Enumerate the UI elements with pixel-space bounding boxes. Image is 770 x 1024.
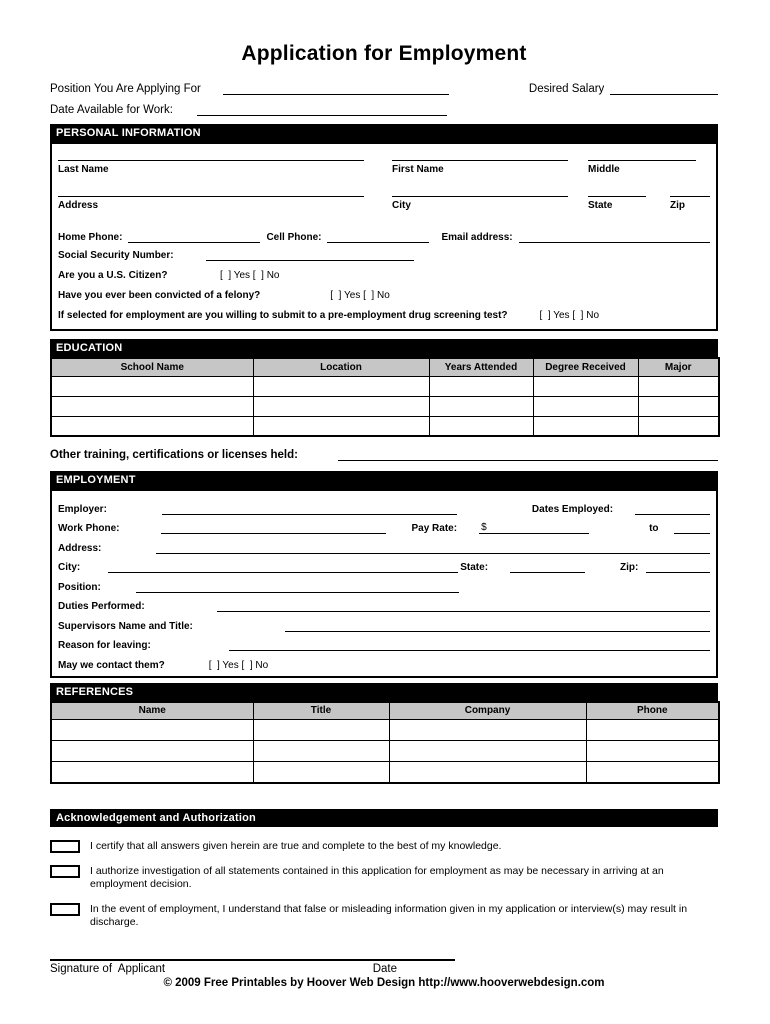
employer-address-label: Address: [58,542,102,554]
dollar-sign: $ [481,522,487,533]
first-name-input[interactable] [392,148,568,161]
employment-header: EMPLOYMENT [50,471,718,489]
education-col-location: Location [253,358,429,376]
zip-input[interactable] [670,184,710,197]
email-label: Email address: [441,232,513,243]
authorize-checkbox[interactable] [50,865,80,878]
references-cell[interactable] [253,720,389,741]
drug-test-yes-no-checkboxes[interactable]: [ ] Yes [ ] No [539,310,600,321]
supervisor-row [58,612,710,632]
citizen-yes-no-checkboxes[interactable]: [ ] Yes [ ] No [220,270,280,281]
employer-input[interactable] [162,503,457,515]
employer-zip-input[interactable] [646,561,710,573]
signature-area [50,959,718,989]
references-cell[interactable] [389,762,586,783]
references-cell[interactable] [253,762,389,783]
references-col-phone: Phone [586,702,719,720]
ssn-label: Social Security Number: [58,250,174,261]
duties-label: Duties Performed: [58,601,145,612]
education-header-row [51,358,719,376]
education-cell[interactable] [253,396,429,416]
discharge-checkbox[interactable] [50,903,80,916]
employer-city-row [58,554,710,574]
dates-employed-from-input[interactable] [635,503,710,515]
position-salary-row [50,82,718,95]
drug-test-question-label: If selected for employment are you willing to submit to a pre-employment drug screening test? [58,310,508,321]
references-cell[interactable] [586,741,719,762]
authorize-statement: I authorize investigation of all statements contained in this application for employment as may be necessary in arriving at an employment decision. [90,864,664,890]
last-name-field [58,148,364,175]
employer-state-input[interactable] [510,561,585,573]
education-col-degree-received: Degree Received [533,358,638,376]
form-page [50,0,718,989]
references-table [50,701,720,784]
certify-statement: I certify that all answers given herein are true and complete to the best of my knowledge. [90,839,502,852]
education-cell[interactable] [253,376,429,396]
references-cell[interactable] [51,762,253,783]
last-name-input[interactable] [58,148,364,161]
date-label: Date [372,962,397,975]
references-cell[interactable] [253,741,389,762]
education-table [50,357,720,437]
employer-zip-label: Zip: [620,562,639,573]
references-row [51,762,719,783]
education-cell[interactable] [533,416,638,436]
desired-salary-input[interactable] [610,82,718,95]
employment-section [50,489,718,678]
ssn-input[interactable] [206,248,414,261]
may-we-contact-row [58,651,710,671]
references-cell[interactable] [389,741,586,762]
zip-label: Zip [670,200,685,211]
dates-employed-to-label: to [649,523,659,534]
state-field [588,184,646,211]
certify-checkbox[interactable] [50,840,80,853]
education-cell[interactable] [51,396,253,416]
drug-test-row [58,301,710,321]
first-name-field [392,148,568,175]
education-cell[interactable] [429,376,533,396]
middle-name-label: Middle [588,164,620,175]
references-col-company: Company [389,702,586,720]
dates-employed-label: Dates Employed: [531,503,614,515]
other-training-input[interactable] [338,448,718,461]
references-header-row [51,702,719,720]
education-cell[interactable] [638,416,719,436]
position-applying-label: Position You Are Applying For [50,83,201,95]
address-row [58,184,710,211]
felony-yes-no-checkboxes[interactable]: [ ] Yes [ ] No [330,290,390,301]
acknowledgement-items [50,840,718,929]
education-cell[interactable] [638,396,719,416]
other-training-label: Other training, certifications or licenses held: [50,449,298,461]
education-cell[interactable] [429,416,533,436]
pay-rate-input[interactable] [479,522,589,534]
city-label: City [392,200,411,211]
education-row [51,396,719,416]
education-row [51,376,719,396]
home-phone-label: Home Phone: [58,232,123,243]
education-cell[interactable] [533,376,638,396]
employer-label: Employer: [58,503,107,515]
signature-labels [50,963,455,975]
date-available-row [50,103,718,116]
reason-leaving-row [58,632,710,652]
state-input[interactable] [588,184,646,197]
education-cell[interactable] [253,416,429,436]
personal-information-section [50,142,718,331]
references-cell[interactable] [51,720,253,741]
duties-input[interactable] [217,600,710,612]
employer-address-input[interactable] [156,542,710,554]
education-col-school-name: School Name [51,358,253,376]
supervisor-label: Supervisors Name and Title: [58,620,193,632]
references-cell[interactable] [586,762,719,783]
education-cell[interactable] [51,376,253,396]
city-field [392,184,568,211]
education-cell[interactable] [533,396,638,416]
citizen-row [58,261,710,281]
personal-information-header: PERSONAL INFORMATION [50,124,718,142]
city-input[interactable] [392,184,568,197]
ssn-row [58,243,710,261]
duties-row [58,593,710,613]
acknowledgement-header: Acknowledgement and Authorization [50,809,718,827]
last-name-label: Last Name [58,164,109,175]
desired-salary-label: Desired Salary [528,83,605,95]
dates-employed-to-input[interactable] [674,522,710,534]
references-cell[interactable] [586,720,719,741]
employer-row [58,495,710,515]
education-cell[interactable] [51,416,253,436]
employer-city-label: City: [58,562,81,573]
employer-city-input[interactable] [108,561,458,573]
work-phone-label: Work Phone: [58,523,120,534]
phones-row [58,225,710,243]
signature-input-line[interactable] [50,959,455,961]
work-phone-input[interactable] [161,522,386,534]
citizen-question-label: Are you a U.S. Citizen? [58,270,168,281]
felony-question-label: Have you ever been convicted of a felony? [58,290,261,301]
ack-item-discharge [50,903,718,929]
state-label: State [588,200,613,211]
education-row [51,416,719,436]
address-input[interactable] [58,184,364,197]
zip-field [670,184,710,211]
position-applying-input[interactable] [223,82,449,95]
ack-item-authorize [50,865,718,891]
position-input[interactable] [136,581,459,593]
employer-address-row [58,534,710,554]
position-row [58,573,710,593]
reason-leaving-label: Reason for leaving: [58,640,151,651]
email-input[interactable] [519,230,710,243]
name-row [58,148,710,175]
references-row [51,741,719,762]
references-col-name: Name [51,702,253,720]
other-training-row [50,448,718,461]
education-col-major: Major [638,358,719,376]
first-name-label: First Name [392,164,444,175]
work-phone-row [58,515,710,535]
education-col-years-attended: Years Attended [429,358,533,376]
cell-phone-label: Cell Phone: [266,232,322,243]
education-cell[interactable] [638,376,719,396]
copyright-text: © 2009 Free Printables by Hoover Web Design http://www.hooverwebdesign.com [163,976,605,989]
employer-state-label: State: [460,562,489,573]
references-col-title: Title [253,702,389,720]
education-header: EDUCATION [50,339,718,357]
cell-phone-input[interactable] [327,230,429,243]
date-available-label: Date Available for Work: [50,104,173,116]
signature-of-applicant-label: Signature of Applicant [50,962,166,975]
education-cell[interactable] [429,396,533,416]
references-header: REFERENCES [50,683,718,701]
supervisor-input[interactable] [285,620,710,632]
home-phone-input[interactable] [128,230,260,243]
may-we-contact-label: May we contact them? [58,659,165,671]
ack-item-certify [50,840,718,853]
address-label: Address [58,200,99,211]
middle-name-input[interactable] [588,148,696,161]
contact-yes-no-checkboxes[interactable]: [ ] Yes [ ] No [208,659,269,671]
page-title: Application for Employment [241,42,527,65]
pay-rate-label: Pay Rate: [411,523,458,534]
date-available-input[interactable] [197,103,447,116]
address-field [58,184,364,211]
references-cell[interactable] [51,741,253,762]
discharge-statement: In the event of employment, I understand that false or misleading information given in my application or interview(s) may result in discharge. [90,902,688,928]
middle-name-field [588,148,696,175]
felony-row [58,281,710,301]
reason-leaving-input[interactable] [229,639,710,651]
references-row [51,720,719,741]
references-cell[interactable] [389,720,586,741]
position-label: Position: [58,581,101,593]
